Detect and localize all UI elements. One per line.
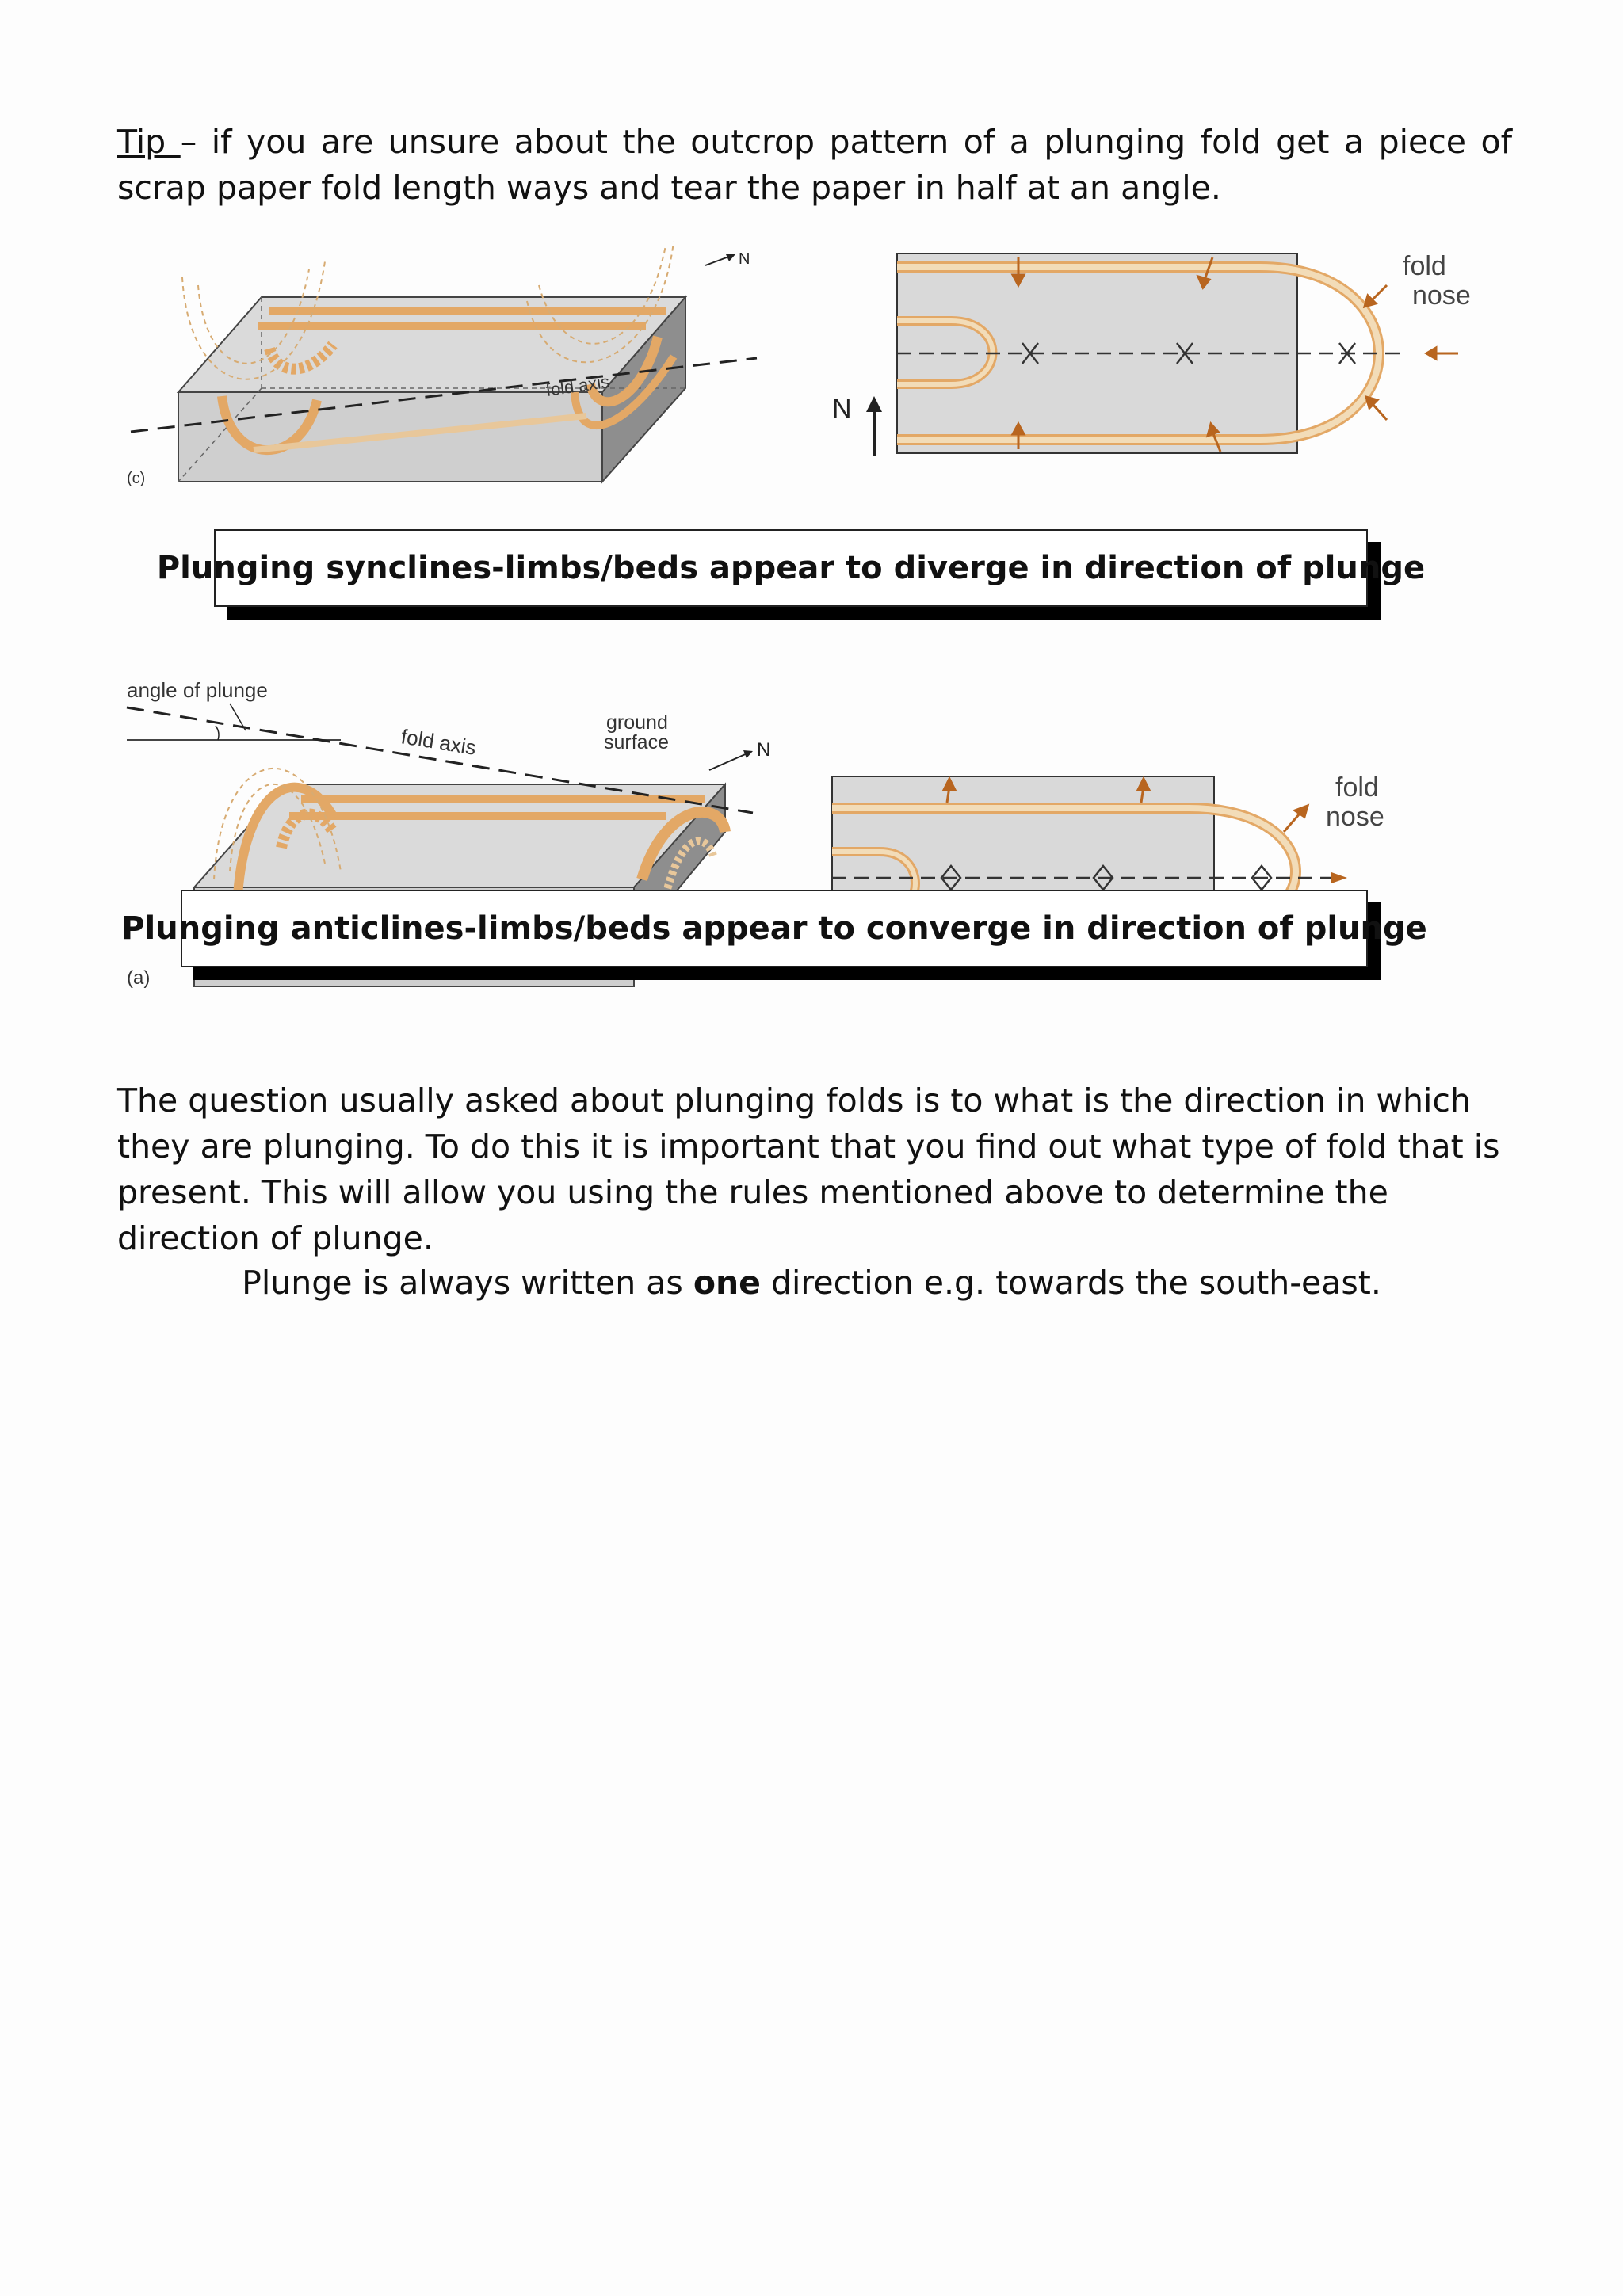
body-paragraph: The question usually asked about plunging folds is to what is the direction in which they are plunging. To do this it is important that you find out what type of fold that is present. This will allow you using the rules mentioned above to determine the direction of plunge. [117,1081,1500,1257]
anticline-map-view [824,765,1522,899]
tip-text: – if you are unsure about the outcrop pattern of a plunging fold get a piece of scrap paper fold length ways and tear the paper in half at an angle. [117,123,1513,207]
plunge-note [0,1260,1623,1306]
syncline-caption [156,529,1426,607]
fold-axis-label: fold axis [544,371,611,400]
ground-surface-label-line1: ground [606,711,668,734]
fold-nose-label-a-line1: fold [1335,772,1379,803]
panel-label-c: (c) [127,470,146,487]
plunge-note-bold: one [693,1264,761,1302]
plunge-note-after: direction e.g. towards the south-east. [760,1264,1381,1302]
syncline-map-view [816,242,1529,471]
north-label-a: N [757,739,771,761]
north-label: N [739,250,750,268]
fold-nose-label-line2: nose [1412,280,1471,311]
fold-axis-label-a: fold axis [399,724,478,760]
map-north-label: N [832,394,852,424]
fold-nose-label-line1: fold [1403,251,1446,281]
anticline-caption-text: Plunging anticlines-limbs/beds appear to converge in direction of plunge [121,910,1427,947]
angle-of-plunge-label: angle of plunge [127,678,268,702]
panel-label-a: (a) [127,967,151,989]
fold-nose-label-a-line2: nose [1326,802,1384,832]
ground-surface-label-line2: surface [604,731,669,753]
syncline-block-diagram [119,238,769,499]
syncline-caption-text: Plunging synclines-limbs/beds appear to diverge in direction of plunge [156,550,1426,586]
tip-label: Tip [117,123,181,161]
tip-paragraph [117,119,1512,211]
anticline-caption [121,890,1427,967]
plunge-note-before: Plunge is always written as [242,1264,693,1302]
